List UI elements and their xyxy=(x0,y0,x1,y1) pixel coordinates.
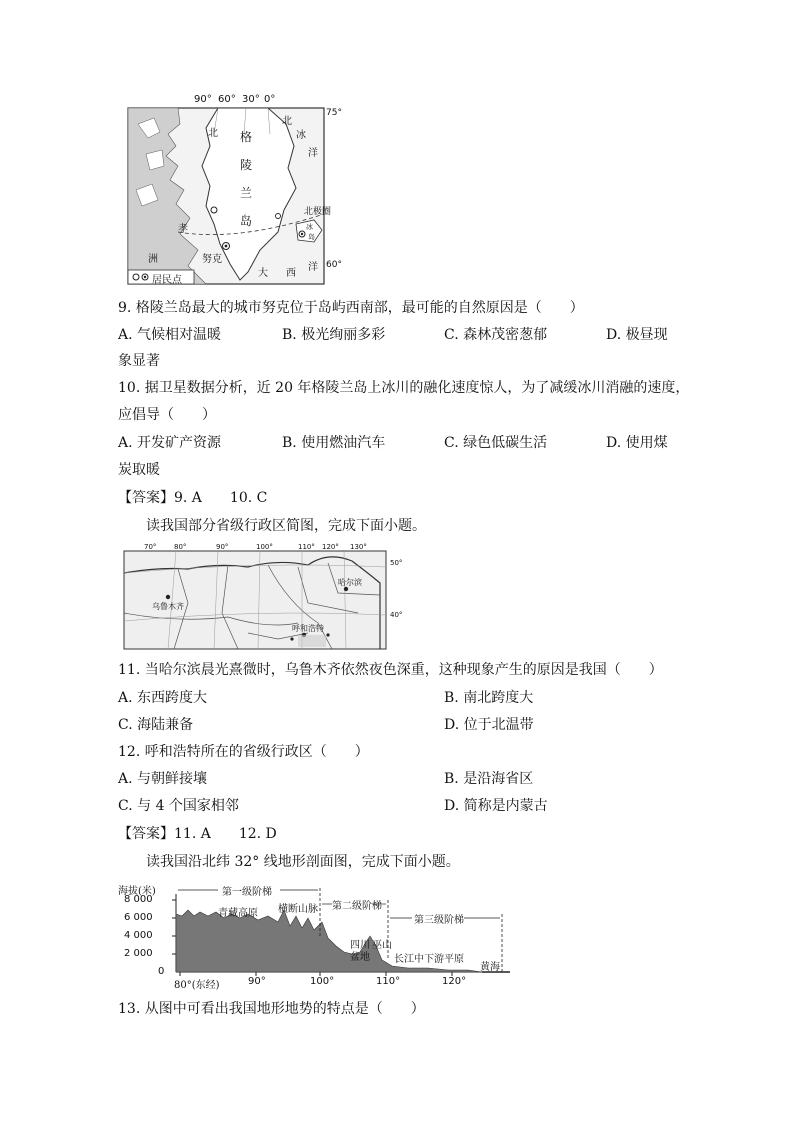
question-11-stem: 11. 当哈尔滨晨光熹微时，乌鲁木齐依然夜色深重，这种现象产生的原因是我国（ ） xyxy=(118,662,663,678)
map-label: 洋 xyxy=(308,262,318,273)
map-label: 洋 xyxy=(308,148,318,159)
y-tick: 8 000 xyxy=(124,894,153,905)
answer-11-12: 【答案】11. A 12. D xyxy=(118,826,277,842)
lon-label: 120° xyxy=(322,543,339,551)
legend-label: 居民点 xyxy=(152,275,182,286)
question-9-stem: 9. 格陵兰岛最大的城市努克位于岛屿西南部，最可能的自然原因是（ ） xyxy=(118,300,584,316)
arctic-circle-label: 北极圈 xyxy=(304,207,332,217)
q11-option-b: B. 南北跨度大 xyxy=(444,690,534,706)
lon-label: 90° xyxy=(216,543,229,551)
lon-label: 80° xyxy=(174,543,187,551)
question-10-stem-cont: 应倡导（ ） xyxy=(118,407,216,423)
lon-label: 0° xyxy=(264,94,276,105)
lat-label: 50° xyxy=(390,559,403,567)
terrain-profile-svg xyxy=(118,880,518,990)
lat-label: 60° xyxy=(326,260,342,270)
q12-option-c: C. 与 4 个国家相邻 xyxy=(118,798,239,814)
urumqi-label: 乌鲁木齐 xyxy=(152,602,184,611)
q10-option-b: B. 使用燃油汽车 xyxy=(282,435,386,451)
q10-option-c: C. 绿色低碳生活 xyxy=(444,435,548,451)
map-label: 兰 xyxy=(240,186,253,200)
map-label: 西 xyxy=(286,268,296,279)
lat-label: 40° xyxy=(390,611,403,619)
lon-label: 70° xyxy=(144,543,157,551)
region-label: 盆地 xyxy=(350,952,370,963)
question-12-stem: 12. 呼和浩特所在的省级行政区（ ） xyxy=(118,744,369,760)
terrain-profile-figure xyxy=(118,880,518,990)
lon-label: 90° xyxy=(194,94,212,105)
lon-label: 100° xyxy=(256,543,273,551)
q9-option-a: A. 气候相对温暖 xyxy=(118,327,222,343)
region-label: 青藏高原 xyxy=(218,908,258,919)
region-label: 四川 xyxy=(350,940,370,951)
y-tick: 4 000 xyxy=(124,930,153,941)
map-label: 洲 xyxy=(148,254,158,265)
question-13-stem: 13. 从图中可看出我国地形地势的特点是（ ） xyxy=(118,1001,425,1017)
q9-option-d-cont: 象显著 xyxy=(118,353,160,369)
q12-option-d: D. 简称是内蒙古 xyxy=(444,798,548,814)
q10-option-d-cont: 炭取暖 xyxy=(118,462,160,478)
y-tick: 2 000 xyxy=(124,948,153,959)
urumqi-marker xyxy=(166,595,170,599)
lon-label: 130° xyxy=(350,543,367,551)
map-label: 岛 xyxy=(308,233,315,241)
question-10-stem: 10. 据卫星数据分析，近 20 年格陵兰岛上冰川的融化速度惊人，为了减缓冰川消融的速度， xyxy=(118,380,690,396)
q9-option-d: D. 极昼现 xyxy=(606,327,668,343)
profile-ylabel: 海拔(米) xyxy=(118,886,156,897)
q11-option-d: D. 位于北温带 xyxy=(444,717,534,733)
step-2-label: 第二级阶梯 xyxy=(332,901,382,912)
lon-label: 30° xyxy=(242,94,260,105)
q11-option-c: C. 海陆兼备 xyxy=(118,717,194,733)
region-label: 长江中下游平原 xyxy=(394,954,464,965)
map-label: 陵 xyxy=(240,158,253,172)
map-label: 北 xyxy=(208,128,218,139)
greenland-map xyxy=(118,94,350,286)
q10-option-d: D. 使用煤 xyxy=(606,435,668,451)
intro-profile: 读我国沿北纬 32° 线地形剖面图，完成下面小题。 xyxy=(146,854,460,870)
q9-option-b: B. 极光绚丽多彩 xyxy=(282,327,386,343)
intro-china-map: 读我国部分省级行政区简图，完成下面小题。 xyxy=(146,518,426,534)
lon-label: 110° xyxy=(298,543,315,551)
map-label: 冰 xyxy=(296,130,306,141)
map-label: 北 xyxy=(282,116,292,127)
x-tick: 90° xyxy=(248,976,266,987)
answer-9-10: 【答案】9. A 10. C xyxy=(118,490,268,506)
step-3-label: 第三级阶梯 xyxy=(414,915,464,926)
region-label: 巫山 xyxy=(372,940,392,951)
y-tick: 0 xyxy=(158,966,165,977)
map-label: 大 xyxy=(258,268,268,279)
china-map-svg xyxy=(118,543,408,651)
x-tick: 100° xyxy=(310,976,335,987)
x-tick: 110° xyxy=(376,976,401,987)
y-tick: 6 000 xyxy=(124,912,153,923)
map-label: 格 xyxy=(240,130,253,144)
q10-option-a: A. 开发矿产资源 xyxy=(118,435,222,451)
q12-option-a: A. 与朝鲜接壤 xyxy=(118,771,208,787)
map-label: 岛 xyxy=(240,214,253,228)
q11-option-a: A. 东西跨度大 xyxy=(118,690,208,706)
q12-option-b: B. 是沿海省区 xyxy=(444,771,534,787)
lat-label: 75° xyxy=(326,108,342,118)
china-province-map xyxy=(118,543,408,651)
harbin-label: 哈尔滨 xyxy=(338,578,362,587)
x-tick: 120° xyxy=(442,976,467,987)
region-label: 横断山脉 xyxy=(278,904,318,915)
x-tick: 80°(东经) xyxy=(174,980,220,991)
hohhot-label: 呼和浩特 xyxy=(292,624,324,633)
nuuk-label: 努克 xyxy=(202,254,222,265)
region-label: 黄海 xyxy=(480,962,500,973)
map-label: 冰 xyxy=(306,223,313,231)
lon-label: 60° xyxy=(218,94,236,105)
map-label: 孝 xyxy=(178,224,188,235)
q9-option-c: C. 森林茂密葱郁 xyxy=(444,327,548,343)
step-1-label: 第一级阶梯 xyxy=(222,887,272,898)
